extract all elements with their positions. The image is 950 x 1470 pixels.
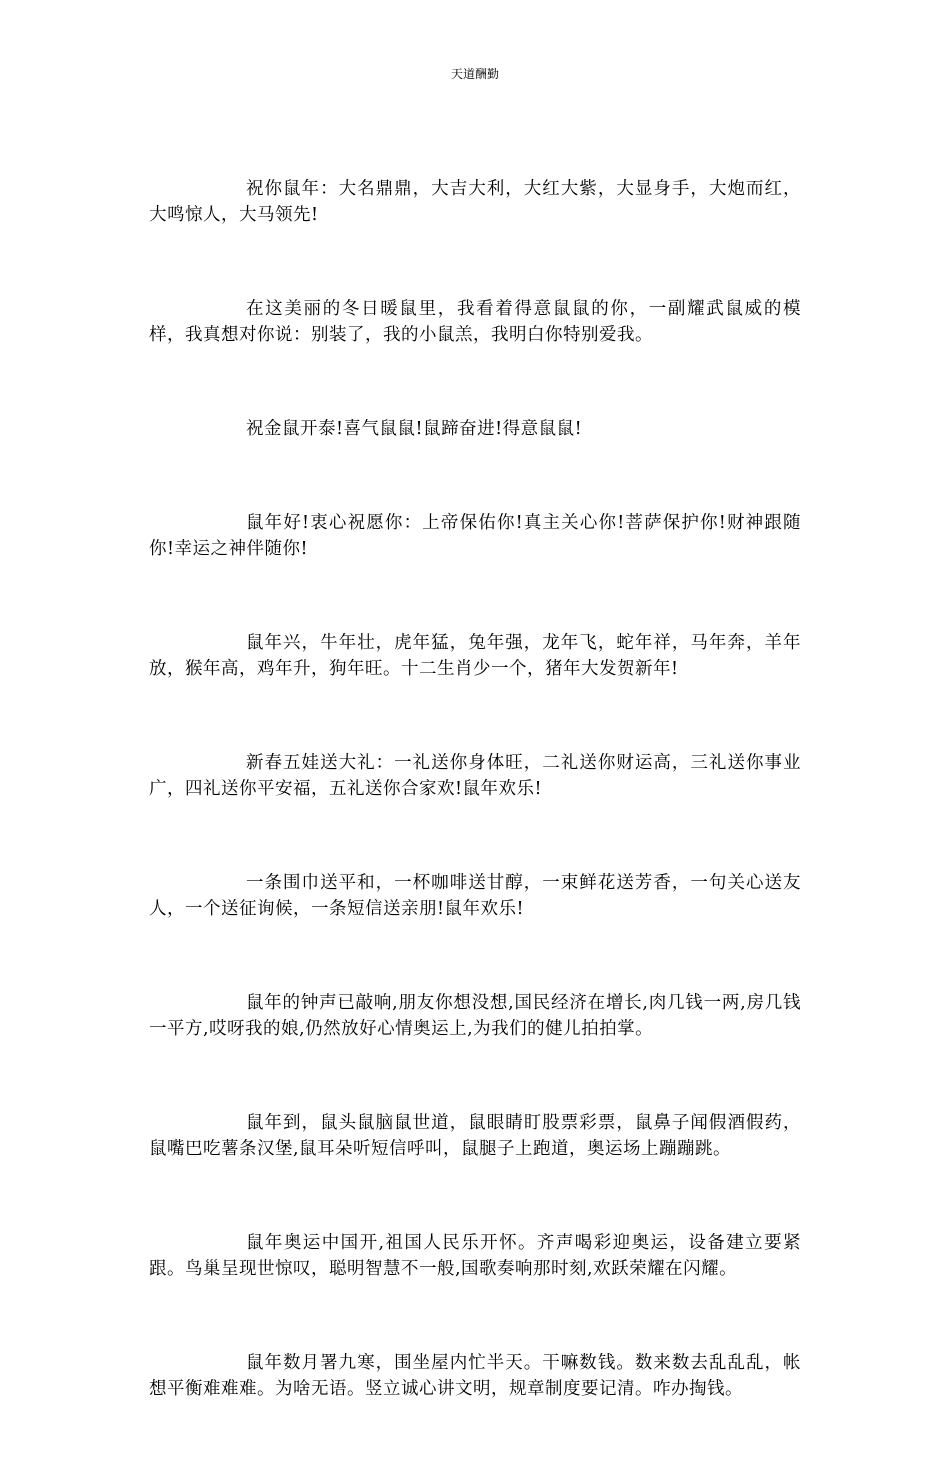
paragraph-2: 在这美丽的冬日暖鼠里，我看着得意鼠鼠的你，一副耀武鼠威的模样，我真想对你说：别装了，我的小鼠羔，我明白你特别爱我。 xyxy=(149,299,801,345)
paragraph-11: 鼠年数月署九寒，围坐屋内忙半天。干嘛数钱。数来数去乱乱乱，帐想平衡难难难。为啥无语。竖立诚心讲文明，规章制度要记清。咋办掏钱。 xyxy=(149,1353,801,1399)
paragraph-9: 鼠年到，鼠头鼠脑鼠世道，鼠眼睛盯股票彩票，鼠鼻子闻假酒假药，鼠嘴巴吃薯条汉堡,鼠耳朵听短信呼叫，鼠腿子上跑道，奥运场上蹦蹦跳。 xyxy=(149,1113,801,1159)
paragraph-10: 鼠年奥运中国开,祖国人民乐开怀。齐声喝彩迎奥运，设备建立要紧跟。鸟巢呈现世惊叹，聪明智慧不一般,国歌奏响那时刻,欢跃荣耀在闪耀。 xyxy=(149,1233,801,1279)
paragraph-7: 一条围巾送平和，一杯咖啡送甘醇，一束鲜花送芳香，一句关心送友人，一个送征询候，一条短信送亲朋!鼠年欢乐! xyxy=(149,873,801,919)
paragraph-1: 祝你鼠年：大名鼎鼎，大吉大利，大红大紫，大显身手，大炮而红，大鸣惊人，大马领先! xyxy=(149,179,801,225)
paragraph-8: 鼠年的钟声已敲响,朋友你想没想,国民经济在增长,肉几钱一两,房几钱一平方,哎呀我的娘,仍然放好心情奥运上,为我们的健儿拍拍掌。 xyxy=(149,993,801,1039)
paragraph-6: 新春五娃送大礼：一礼送你身体旺，二礼送你财运高，三礼送你事业广，四礼送你平安福，五礼送你合家欢!鼠年欢乐! xyxy=(149,753,801,799)
paragraph-3: 祝金鼠开泰!喜气鼠鼠!鼠蹄奋进!得意鼠鼠! xyxy=(246,419,583,439)
paragraph-4: 鼠年好!衷心祝愿你：上帝保佑你!真主关心你!菩萨保护你!财神跟随你!幸运之神伴随你! xyxy=(149,513,801,559)
paragraph-5: 鼠年兴，牛年壮，虎年猛，兔年强，龙年飞，蛇年祥，马年奔，羊年放，猴年高，鸡年升，狗年旺。十二生肖少一个，猪年大发贺新年! xyxy=(149,633,801,679)
page-header: 天道酬勤 xyxy=(450,67,499,81)
document-body xyxy=(149,176,801,1470)
